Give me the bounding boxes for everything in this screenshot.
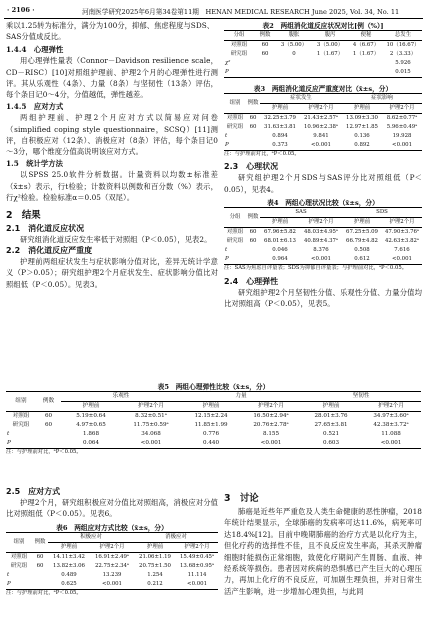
table-cell: 对照组 <box>226 229 244 236</box>
table-cell: 66.79±4.82 <box>346 238 378 245</box>
table-row <box>224 132 422 141</box>
table-row <box>224 246 422 255</box>
table-cell: 0.136 <box>354 133 370 139</box>
table2-header: 腹泻 <box>324 32 336 38</box>
heading-results: 2 结果 <box>6 209 41 221</box>
table3-header: 症状发生 <box>260 94 342 104</box>
table3-subheader: 护理前 <box>353 105 371 111</box>
table-cell: 1（1.67） <box>352 51 380 57</box>
table-cell: 研究组 <box>10 562 28 569</box>
table-cell: 对照组 <box>10 553 28 560</box>
table-cell: χ² <box>225 60 231 66</box>
heading-discussion: 3 讨论 <box>224 493 259 504</box>
table3-subheader: 护理2个月 <box>389 105 415 111</box>
table-cell: 21.43±2.57ᵃ <box>303 115 339 121</box>
table-row <box>6 562 218 571</box>
discussion-section <box>224 490 422 597</box>
table-cell: 0 <box>292 51 296 57</box>
table-cell: 22.75±2.34ᵃ <box>94 562 130 569</box>
table5 <box>6 391 421 449</box>
table-row <box>6 421 421 430</box>
table-cell: 10（16.67） <box>386 42 420 48</box>
table-cell: 67.25±5.09 <box>346 229 378 236</box>
paragraph-2-1: 研究组消化道反应发生率低于对照组（P＜0.05），见表2。 <box>20 234 212 244</box>
table4-note: 注：SAS为焦虑自评量表；SDS为抑郁自评量表；与护理前对比，ᵃP＜0.05。 <box>224 265 408 272</box>
table-cell: 60 <box>261 51 269 57</box>
table-cell: 16.91±2.49ᵃ <box>94 553 130 560</box>
table2-caption: 表2 两组消化道反应状况对比[例（%）] <box>262 22 384 30</box>
table-cell: <0.001 <box>260 440 282 446</box>
table-cell: 2（3.33） <box>389 51 417 57</box>
right-column <box>224 20 422 309</box>
table-cell: 5.926 <box>395 60 411 66</box>
table-cell: <0.001 <box>392 256 412 263</box>
table5-subheader: 护理前 <box>82 403 100 409</box>
table-row <box>224 68 422 78</box>
table-cell: 21.06±1.19 <box>139 553 171 560</box>
table-cell: 47.90±3.76ᵃ <box>384 229 420 236</box>
table2-header: 分组 <box>233 32 245 38</box>
page-number: · 2106 · <box>7 6 35 14</box>
table-cell: 8.155 <box>263 431 280 437</box>
table2-header: 例数 <box>259 32 271 38</box>
table-cell: P <box>225 256 229 263</box>
table-row <box>224 141 422 151</box>
intro-paragraph: 乘以1.25转为标准分，满分为100分，抑郁、焦虑程度与SDS、SAS分值成反比。 <box>6 21 215 42</box>
table-cell: 0.625 <box>61 580 77 587</box>
table-cell: t <box>7 571 10 578</box>
table6-header: 积极应对 <box>48 532 134 542</box>
table-cell: 12.15±2.24 <box>194 413 228 419</box>
table-cell: 31.63±3.81 <box>264 124 296 130</box>
table4-group-row <box>224 208 422 218</box>
table-cell: 0.440 <box>203 440 220 446</box>
table-cell: 1（1.67） <box>316 51 344 57</box>
table-cell: 1.868 <box>82 431 99 437</box>
table5-subheader: 护理前 <box>202 403 220 409</box>
table-cell: 60 <box>36 553 44 560</box>
table5-subheader: 护理2个月 <box>138 403 164 409</box>
table-cell: 11.85±1.99 <box>194 422 228 428</box>
paragraph-1-4-4: 用心理弹性量表（Connor－Davidson resilience scale，CD－RISC）[10]对照组护理前、护理2个月的心理弹性进行测评。其从乐观性（4条）、力量（8条）与坚韧性（13条）评估，每个条目记0～4分，分值越低，弹性越差。 <box>6 56 218 100</box>
table-row <box>6 439 421 449</box>
table6 <box>6 532 218 590</box>
left-column <box>6 20 218 290</box>
table-cell: 60 <box>249 124 257 130</box>
table6-header: 消极应对 <box>134 532 218 542</box>
table-cell: 20.75±1.50 <box>139 562 171 569</box>
table3-subheader: 护理2个月 <box>308 105 334 111</box>
table-row <box>224 114 422 124</box>
table4-header: 分组 <box>224 208 246 228</box>
table-cell: 0.603 <box>323 440 340 446</box>
table6-subheader: 护理前 <box>60 543 78 550</box>
table5-subheader: 护理2个月 <box>258 403 284 409</box>
table4-header: 例数 <box>246 208 260 228</box>
table5-block <box>6 381 421 456</box>
table4 <box>224 207 422 265</box>
table-cell: 0.373 <box>272 142 288 148</box>
heading-2-4: 2.4 心理弹性 <box>224 276 279 286</box>
table-cell: 60 <box>249 229 257 236</box>
table5-subheader: 护理2个月 <box>378 403 404 409</box>
table-cell: 8.62±0.77ᵃ <box>386 115 418 121</box>
table-cell: 8.376 <box>313 247 329 254</box>
table5-group-row <box>6 392 421 402</box>
table-cell: 0.776 <box>203 431 220 437</box>
heading-2-2: 2.2 消化道反应严重度 <box>6 245 93 255</box>
table4-subheader: 护理2个月 <box>389 219 415 226</box>
heading-1-4-4: 1.4.4 心理弹性 <box>6 44 64 54</box>
paragraph-2-5: 护理2个月，研究组积极应对分值比对照组高，消极应对分值比对照组低（P＜0.05）。见表6。 <box>6 498 218 519</box>
heading-2-3: 2.3 心理状况 <box>224 162 279 172</box>
table4-header: SDS <box>342 208 422 218</box>
table-cell: 研究组 <box>226 124 244 130</box>
table-cell: 60 <box>44 413 53 419</box>
table-cell: 8.32±0.51ᵃ <box>135 413 167 419</box>
table-cell: 68.01±6.13 <box>264 238 296 245</box>
table-cell: 0.015 <box>395 69 411 75</box>
table-row <box>6 430 421 439</box>
table-cell: t <box>225 247 228 254</box>
table-cell: <0.001 <box>187 580 207 587</box>
table3-header: 例数 <box>246 94 260 114</box>
table5-sub-row <box>6 402 421 412</box>
table-cell: 19.928 <box>392 133 412 139</box>
table-cell: 0.894 <box>272 133 288 139</box>
paragraph-2-4: 研究组护理2个月坚韧性分值、乐观性分值、力量分值均比对照组高（P＜0.05），见表5。 <box>224 287 422 309</box>
table-cell: 11.088 <box>381 431 401 437</box>
table4-header: SAS <box>260 208 342 218</box>
table-row <box>6 552 218 562</box>
table-cell: 28.01±3.76 <box>314 413 348 419</box>
table-cell: 9.841 <box>313 133 329 139</box>
table-cell: 5.19±0.64 <box>76 413 106 419</box>
table-row <box>224 255 422 265</box>
table-row <box>224 50 422 59</box>
table-cell: 0.612 <box>354 256 370 263</box>
table-cell: 34.97±3.60ᵃ <box>373 413 409 419</box>
table-cell: 0.521 <box>323 431 340 437</box>
table6-note: 注：与护理前对比，ᵃP＜0.05。 <box>6 589 82 596</box>
table4-subheader: 护理2个月 <box>308 219 334 226</box>
table6-group-row <box>6 532 218 542</box>
table-row <box>224 237 422 246</box>
table6-caption: 表6 两组应对方式比较（x̄±s，分） <box>56 523 168 532</box>
header-rule <box>4 18 423 19</box>
table-cell: 4.97±0.65 <box>76 422 106 428</box>
table-cell: 60 <box>261 42 269 48</box>
table-cell: t <box>7 431 10 437</box>
paragraph-discussion: 肺癌是近些年严重危及人类生命健康的恶性肿瘤，2018年统计结果显示，全球肺癌的发病率可达11.6%，病死率可达18.4%[12]。目前中晚期肺癌的治疗方式是以化疗为主，但化疗药的选择性不佳，且不良反应发生率高，其杀灭肿瘤细胞时能损伤正常细胞，致使化疗期间产生胃肠、血液、神经系统等损伤。患者因对疾病的恐惧感已产生巨大的心理压力，再加上化疗的不良反应，可加剧生理负担，并对日常生活产生影响，进一步增加心理负担，与此同 <box>224 507 422 596</box>
table2-header-row <box>224 31 422 41</box>
table-row <box>6 571 218 580</box>
table-cell: 13.82±3.06 <box>53 562 85 569</box>
table-cell: 20.76±2.78ᵃ <box>253 422 289 428</box>
table5-subheader: 护理前 <box>322 403 340 409</box>
table6-header: 例数 <box>32 532 48 552</box>
table-cell: 0.489 <box>61 571 77 578</box>
table-cell: 12.97±1.85 <box>346 124 378 130</box>
table-cell: 27.65±3.81 <box>314 422 348 428</box>
table-cell: 7.616 <box>394 247 410 254</box>
table-cell: P <box>7 580 11 587</box>
table-cell: 4（6.67） <box>352 42 380 48</box>
table-cell: <0.001 <box>380 440 402 446</box>
table5-caption: 表5 两组心理弹性比较（x̄±s，分） <box>157 383 270 391</box>
table-cell: 13.239 <box>102 571 122 578</box>
table5-header: 力量 <box>181 392 301 402</box>
table5-note: 注：与护理前对比，ᵃP＜0.05。 <box>6 449 82 455</box>
table-cell: 0.046 <box>272 247 288 254</box>
table-cell: 0.064 <box>82 440 99 446</box>
table-cell: <0.001 <box>102 580 122 587</box>
table-cell: 3（5.00） <box>280 42 308 48</box>
table4-subheader: 护理前 <box>271 219 289 226</box>
left-column-lower <box>6 486 218 597</box>
table-cell: 60 <box>36 562 44 569</box>
table-cell: 10.96±2.38ᵃ <box>303 124 339 130</box>
table-cell: 60 <box>44 422 53 428</box>
table4-subheader: 护理前 <box>353 219 371 226</box>
table-cell: 3（5.00） <box>316 42 344 48</box>
table-row <box>224 123 422 132</box>
heading-1-4-5: 1.4.5 应对方式 <box>6 101 64 111</box>
table-cell: 研究组 <box>226 238 244 245</box>
paragraph-2-3: 研究组护理2个月SDS与SAS评分比对照组低（P＜0.05），见表4。 <box>224 173 422 194</box>
table2-header: 总发生 <box>394 32 412 38</box>
paragraph-1-4-5: 两组护理前、护理2个月应对方式以简易应对问卷（simplified coping style questionnaire，SCSQ）[11]测评，自积极应对（12条）、消极应对（8条）评估，每个条目记0～3分，哪个维度分值高说明该应对方式。 <box>6 113 218 157</box>
table-row <box>6 412 421 422</box>
table-cell: 15.49±0.45ᵃ <box>180 553 215 560</box>
table-cell: 67.96±5.82 <box>264 229 296 236</box>
heading-1-5: 1.5 统计学方法 <box>6 158 63 168</box>
table2 <box>224 30 422 78</box>
journal-header: 河南医学研究2025年6月第34卷第11期 HENAN MEDICAL RESEARCH June 2025, Vol. 34, No. 11 <box>82 8 400 16</box>
table-cell: 42.63±3.82ᵃ <box>384 238 420 245</box>
table-row <box>224 228 422 238</box>
table-cell: 0.508 <box>354 247 370 254</box>
table5-header: 乐观性 <box>61 392 181 402</box>
table-cell: P <box>225 142 229 148</box>
table-cell: 60 <box>249 115 257 121</box>
table3-caption: 表3 两组消化道反应严重度对比（x̄±s，分） <box>253 85 393 93</box>
table-cell: 11.75±0.59ᵃ <box>133 422 169 428</box>
table4-caption: 表4 两组心理状况比较（x̄±s，分） <box>267 199 379 208</box>
table6-subheader: 护理前 <box>146 543 164 550</box>
table-cell: 16.50±2.94ᵃ <box>253 413 289 419</box>
table3-note: 注：与护理前对比，ᵃP＜0.05。 <box>224 151 300 157</box>
table3 <box>224 93 422 151</box>
table-cell: 研究组 <box>12 422 30 428</box>
table-cell: 34.068 <box>141 431 161 437</box>
table-cell: 42.38±3.72ᵃ <box>373 422 409 428</box>
table-cell: 1.254 <box>147 571 163 578</box>
heading-2-1: 2.1 消化道反应状况 <box>6 223 85 233</box>
paragraph-1-5: 以SPSS 25.0软件分析数据。计量资料以均数±标准差（x̄±s）表示，行t检验；计数资料以例数和百分数（%）表示，行χ²检验。检验标准α＝0.05（双尾）。 <box>6 170 218 203</box>
heading-2-5: 2.5 应对方式 <box>6 487 61 496</box>
table-cell: 40.89±4.37ᵃ <box>303 238 339 245</box>
table-cell: 0.964 <box>272 256 288 263</box>
table-cell: 11.114 <box>187 571 207 578</box>
table-cell: 0.212 <box>147 580 163 587</box>
table6-subheader: 护理2个月 <box>184 543 210 550</box>
table-cell: <0.001 <box>140 440 162 446</box>
table-cell: <0.001 <box>392 142 412 148</box>
table-cell: 60 <box>249 238 257 245</box>
table-cell: 13.09±3.30 <box>346 115 378 121</box>
table-cell: 32.25±3.79 <box>264 115 296 121</box>
table-cell: 13.68±0.95ᵃ <box>180 562 215 569</box>
table-cell: 研究组 <box>230 51 248 57</box>
table-cell: 14.11±3.42 <box>53 553 85 560</box>
table-cell: 对照组 <box>226 115 244 121</box>
table-row <box>224 59 422 68</box>
table-row <box>6 580 218 590</box>
table3-subheader: 护理前 <box>271 105 289 111</box>
table-cell: t <box>225 133 228 139</box>
table3-group-row <box>224 94 422 104</box>
table2-header: 便秘 <box>360 32 372 38</box>
table6-subheader: 护理2个月 <box>99 543 125 550</box>
table3-header: 组别 <box>224 94 246 114</box>
table-cell: 对照组 <box>12 413 30 419</box>
table2-header: 腹胀 <box>288 32 300 38</box>
table6-header: 组别 <box>6 532 32 552</box>
paragraph-2-2: 护理前两组症状发生与症状影响分值对比，差异无统计学意义（P＞0.05）；研究组护理2个月症状发生、症状影响分值比对照组低（P＜0.05）。见表3。 <box>6 256 218 289</box>
table-cell: P <box>7 440 11 446</box>
table-cell: <0.001 <box>311 256 331 263</box>
table-cell: <0.001 <box>311 142 331 148</box>
table-cell: 5.96±0.49ᵃ <box>386 124 418 130</box>
table5-header: 坚韧性 <box>301 392 421 402</box>
table-cell: P <box>225 69 229 75</box>
table-cell: 48.03±4.95ᵃ <box>303 229 339 236</box>
table5-header: 组别 <box>6 392 36 412</box>
table5-header: 例数 <box>36 392 61 412</box>
table-cell: 对照组 <box>230 42 248 48</box>
table-row <box>224 41 422 51</box>
table3-header: 症状影响 <box>342 94 422 104</box>
table-cell: 0.892 <box>354 142 370 148</box>
